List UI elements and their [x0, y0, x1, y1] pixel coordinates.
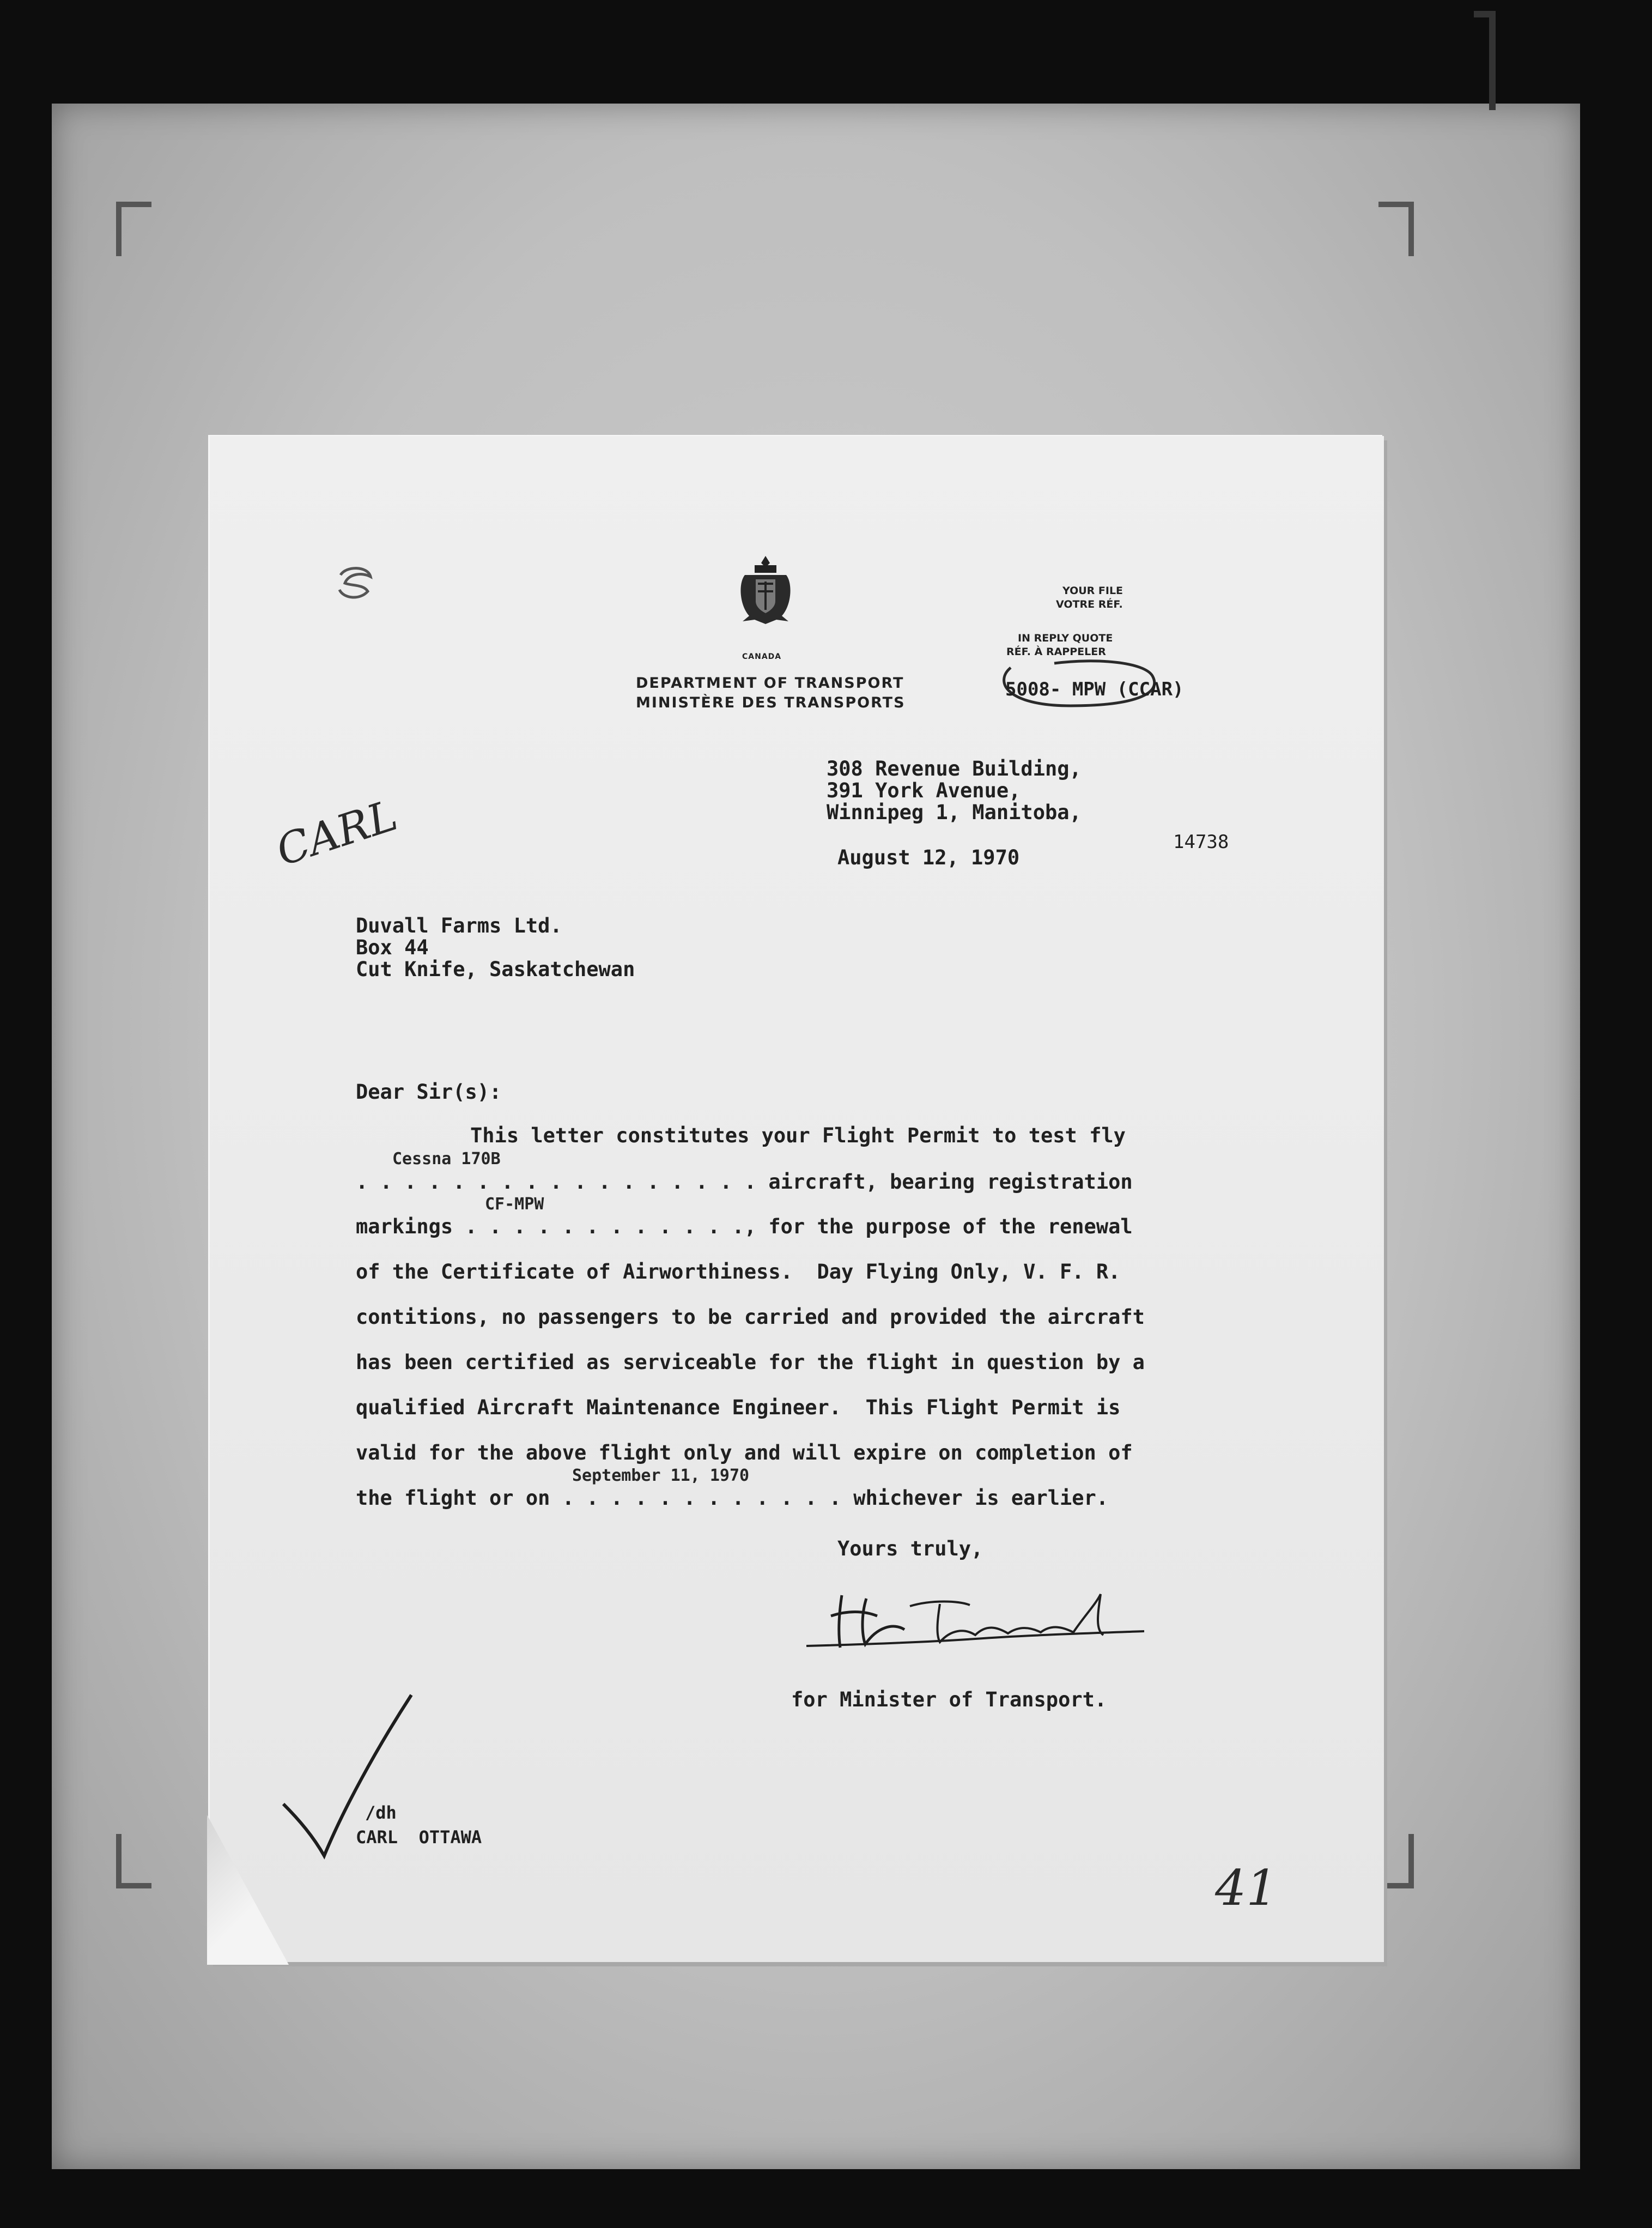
typist-initials: /dh	[365, 1802, 397, 1823]
sender-address-line-3: Winnipeg 1, Manitoba,	[827, 801, 1082, 824]
body-line-6: has been certified as serviceable for the flight in question by a	[356, 1351, 1145, 1374]
sender-address-line-2: 391 York Avenue,	[827, 779, 1021, 802]
smudge-mark	[330, 561, 379, 605]
recipient-line-1: Duvall Farms Ltd.	[356, 914, 562, 937]
body-line-3: markings . . . . . . . . . . . ., for the purpose of the renewal	[356, 1215, 1133, 1238]
letter-date: August 12, 1970	[837, 846, 1020, 869]
country-label: CANADA	[742, 652, 782, 661]
body-line-7: qualified Aircraft Maintenance Engineer. This Flight Permit is	[356, 1396, 1121, 1419]
body-line-8: valid for the above flight only and will expire on completion of	[356, 1441, 1133, 1464]
dept-name-french: MINISTÈRE DES TRANSPORTS	[636, 694, 906, 711]
expiry-date-fill-in: September 11, 1970	[572, 1466, 750, 1485]
body-line-4: of the Certificate of Airworthiness. Day Flying Only, V. F. R.	[356, 1260, 1121, 1283]
body-line-9: the flight or on . . . . . . . . . . . . whichever is earlier.	[356, 1486, 1109, 1510]
file-reference-number: 5008- MPW (CCAR)	[1005, 679, 1184, 700]
body-line-1: This letter constitutes your Flight Permit to test fly	[470, 1124, 1126, 1147]
document-number: 14738	[1173, 831, 1229, 853]
crop-mark-bottom-left	[116, 1834, 151, 1888]
handwritten-signature	[801, 1583, 1150, 1665]
handwritten-margin-note: CARL	[270, 791, 403, 876]
film-edge-mark	[1474, 11, 1496, 110]
recipient-line-2: Box 44	[356, 936, 429, 959]
carbon-copy-line: CARL OTTAWA	[356, 1827, 482, 1848]
registration-fill-in: CF-MPW	[485, 1195, 544, 1214]
coat-of-arms-canada-icon	[733, 553, 798, 627]
dept-name-english: DEPARTMENT OF TRANSPORT	[636, 675, 904, 692]
salutation: Dear Sir(s):	[356, 1080, 502, 1104]
votre-ref-label: VOTRE RÉF.	[1056, 598, 1123, 610]
your-file-label: YOUR FILE	[1062, 585, 1123, 597]
signatory-title: for Minister of Transport.	[791, 1688, 1107, 1711]
handwritten-folio-number: 41	[1215, 1860, 1278, 1917]
crop-mark-top-right	[1378, 202, 1414, 256]
body-line-2: . . . . . . . . . . . . . . . . . aircraft, bearing registration	[356, 1170, 1133, 1194]
folded-corner	[207, 1815, 289, 1965]
recipient-line-3: Cut Knife, Saskatchewan	[356, 958, 635, 981]
sender-address-line-1: 308 Revenue Building,	[827, 757, 1082, 780]
closing: Yours truly,	[837, 1537, 983, 1560]
letter-page	[210, 436, 1384, 1962]
aircraft-type-fill-in: Cessna 170B	[392, 1149, 501, 1169]
ref-a-rappeler-label: RÉF. À RAPPELER	[1006, 646, 1106, 658]
body-line-5: contitions, no passengers to be carried and provided the aircraft	[356, 1305, 1145, 1329]
crop-mark-top-left	[116, 202, 151, 256]
reply-quote-label: IN REPLY QUOTE	[1018, 632, 1113, 644]
